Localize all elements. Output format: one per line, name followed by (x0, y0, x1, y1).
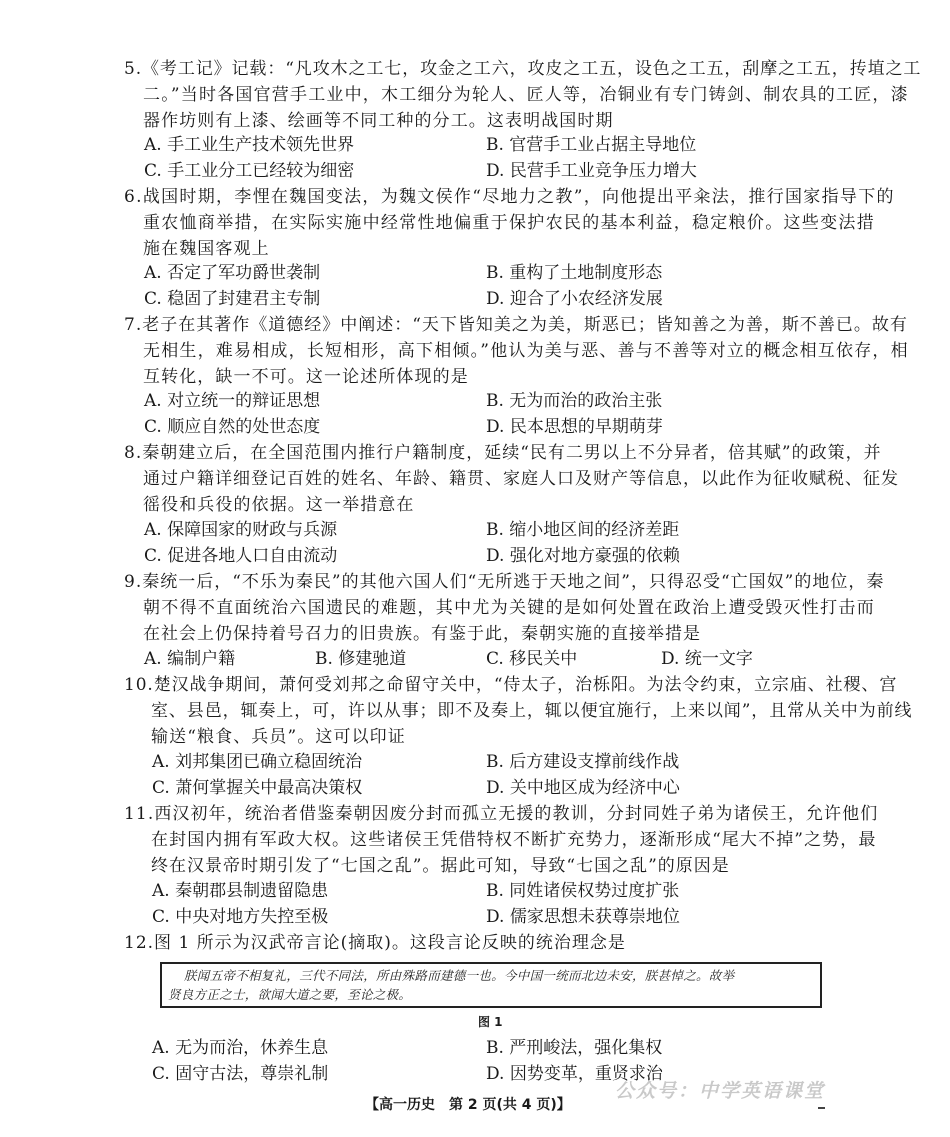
option-b: B. 缩小地区间的经济差距 (486, 520, 680, 540)
question-text-line: 8.秦朝建立后，在全国范围内推行户籍制度，延续“民有二男以上不分异者，倍其赋”的政策，并 (124, 443, 882, 463)
option-a: A. 手工业生产技术领先世界 (144, 135, 355, 155)
figure-1-quote-box (160, 962, 822, 1008)
option-d: D. 迎合了小农经济发展 (486, 289, 663, 309)
option-a: A. 否定了军功爵世袭制 (144, 263, 321, 283)
question-text-line: 在封国内拥有军政大权。这些诸侯王凭借特权不断扩充势力，逐渐形成“尾大不掉”之势，最 (151, 830, 877, 850)
option-b: B. 重构了土地制度形态 (486, 263, 663, 283)
option-c: C. 手工业分工已经较为细密 (144, 161, 355, 181)
question-text-line: 室、县邑，辄奏上，可，许以从事；即不及奏上，辄以便宜施行，上来以闻”，且常从关中为前线 (151, 701, 913, 721)
option-c: C. 促进各地人口自由流动 (144, 546, 338, 566)
question-text-line: 在社会上仍保持着号召力的旧贵族。有鉴于此，秦朝实施的直接举措是 (143, 624, 701, 644)
question-text-line: 6.战国时期，李悝在魏国变法，为魏文侯作“尽地力之教”，向他提出平籴法，推行国家指导下的 (124, 187, 895, 207)
option-c: C. 顺应自然的处世态度 (144, 417, 321, 437)
question-text-line: 互转化，缺一不可。这一论述所体现的是 (143, 367, 469, 387)
quote-line: 贤良方正之士，欲闻大道之要，至论之极。 (168, 987, 412, 1002)
question-text-line: 二。”当时各国官营手工业中，木工细分为轮人、匠人等，冶铜业有专门铸剑、制农具的工匠，漆 (143, 85, 909, 105)
option-c: C. 稳固了封建君主专制 (144, 289, 321, 309)
watermark: 公众号：中学英语课堂 (615, 1080, 826, 1102)
figure-caption: 图 1 (478, 1015, 503, 1029)
option-c: C. 固守古法，尊崇礼制 (152, 1064, 329, 1084)
question-text-line: 通过户籍详细登记百姓的姓名、年龄、籍贯、家庭人口及财产等信息，以此作为征收赋税、征发 (143, 469, 899, 489)
option-b: B. 后方建设支撑前线作战 (486, 752, 680, 772)
question-text-line: 7.老子在其著作《道德经》中阐述：“天下皆知美之为美，斯恶已；皆知善之为善，斯不善已。故有 (124, 315, 908, 335)
option-a: A. 编制户籍 (144, 649, 236, 669)
option-b: B. 严刑峻法，强化集权 (486, 1038, 663, 1058)
page-footer: 【高一历史 第 2 页(共 4 页)】 (365, 1097, 571, 1113)
option-b: B. 官营手工业占据主导地位 (486, 135, 697, 155)
question-text-line: 11.西汉初年，统治者借鉴秦朝因废分封而孤立无援的教训，分封同姓子弟为诸侯王，允许他们 (124, 804, 879, 824)
question-text-line: 终在汉景帝时期引发了“七国之乱”。据此可知，导致“七国之乱”的原因是 (151, 856, 730, 876)
option-c: C. 萧何掌握关中最高决策权 (152, 778, 363, 798)
quote-line: 朕闻五帝不相复礼，三代不同法，所由殊路而建德一也。今中国一统而北边未安，朕甚悼之。故举 (184, 968, 735, 983)
corner-mark (818, 1107, 825, 1109)
option-a: A. 刘邦集团已确立稳固统治 (152, 752, 363, 772)
option-d: D. 儒家思想未获尊崇地位 (486, 907, 680, 927)
question-text-line: 10.楚汉战争期间，萧何受刘邦之命留守关中，“侍太子，治栎阳。为法令约束，立宗庙、社稷、宫 (124, 675, 898, 695)
option-a: A. 秦朝郡县制遗留隐患 (152, 881, 329, 901)
question-text-line: 无相生，难易相成，长短相形，高下相倾。”他认为美与恶、善与不善等对立的概念相互依存，相 (143, 341, 909, 361)
question-text-line: 5.《考工记》记载：“凡攻木之工七，攻金之工六，攻皮之工五，设色之工五，刮摩之工五，抟埴之工 (124, 59, 922, 79)
option-a: A. 无为而治，休养生息 (152, 1038, 329, 1058)
option-d: D. 民本思想的早期萌芽 (486, 417, 663, 437)
question-text-line: 12.图 1 所示为汉武帝言论(摘取)。这段言论反映的统治理念是 (124, 933, 626, 953)
question-text-line: 重农恤商举措，在实际实施中经常性地偏重于保护农民的基本利益，稳定粮价。这些变法措 (143, 213, 875, 233)
option-c: C. 中央对地方失控至极 (152, 907, 329, 927)
question-text-line: 施在魏国客观上 (143, 239, 270, 259)
question-text-line: 输送“粮食、兵员”。这可以印证 (151, 727, 406, 747)
option-d: D. 统一文字 (661, 649, 753, 669)
option-d: D. 强化对地方豪强的依赖 (486, 546, 680, 566)
question-text-line: 器作坊则有上漆、绘画等不同工种的分工。这表明战国时期 (143, 111, 614, 131)
option-d: D. 因势变革，重贤求治 (486, 1064, 663, 1084)
option-b: B. 无为而治的政治主张 (486, 391, 663, 411)
option-d: D. 关中地区成为经济中心 (486, 778, 680, 798)
option-a: A. 保障国家的财政与兵源 (144, 520, 338, 540)
option-b: B. 修建驰道 (315, 649, 407, 669)
question-text-line: 9.秦统一后，“不乐为秦民”的其他六国人们“无所逃于天地之间”，只得忍受“亡国奴”的地位，秦 (124, 572, 885, 592)
option-a: A. 对立统一的辩证思想 (144, 391, 321, 411)
option-b: B. 同姓诸侯权势过度扩张 (486, 881, 680, 901)
question-text-line: 徭役和兵役的依据。这一举措意在 (143, 495, 415, 515)
option-c: C. 移民关中 (486, 649, 578, 669)
question-text-line: 朝不得不直面统治六国遗民的难题，其中尤为关键的是如何处置在政治上遭受毁灭性打击而 (143, 598, 875, 618)
option-d: D. 民营手工业竞争压力增大 (486, 161, 697, 181)
